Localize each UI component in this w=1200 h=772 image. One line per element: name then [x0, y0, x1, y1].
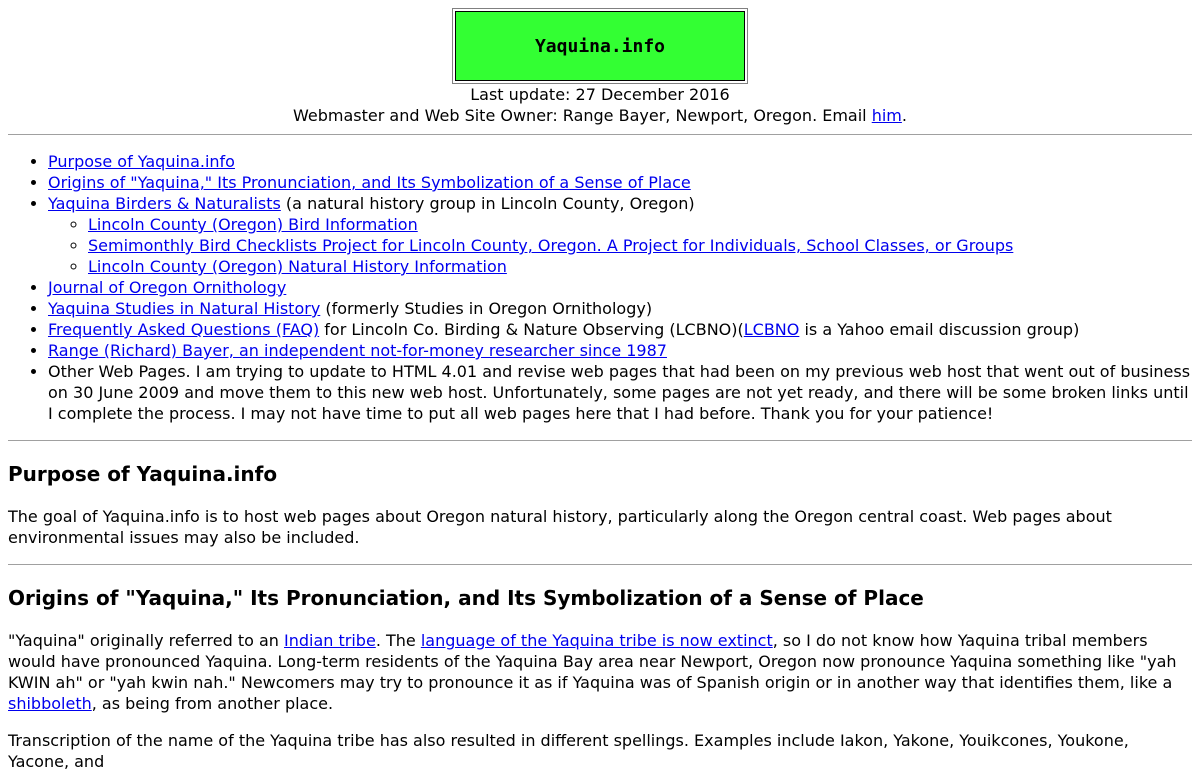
toc-link-bayer[interactable]: Range (Richard) Bayer, an independent not-for-money researcher since 1987	[48, 341, 667, 360]
toc-studies-desc: (formerly Studies in Oregon Ornithology)	[320, 299, 653, 318]
origins-heading: Origins of "Yaquina," Its Pronunciation, and Its Symbolization of a Sense of Place	[8, 586, 924, 610]
origins-p1-a: "Yaquina" originally referred to an	[8, 631, 285, 650]
toc-faq-desc-b: is a Yahoo email discussion group)	[799, 320, 1080, 339]
purpose-heading: Purpose of Yaquina.info	[8, 462, 278, 486]
table-of-contents	[8, 151, 1192, 424]
shibboleth-link[interactable]: shibboleth	[8, 694, 92, 713]
toc-link-journal[interactable]: Journal of Oregon Ornithology	[48, 278, 287, 297]
toc-link-lcbno[interactable]: LCBNO	[743, 320, 800, 339]
toc-link-studies[interactable]: Yaquina Studies in Natural History	[48, 299, 321, 318]
webmaster-suffix: .	[901, 106, 907, 125]
toc-link-origins[interactable]: Origins of "Yaquina," Its Pronunciation, and Its Symbolization of a Sense of Place	[48, 173, 691, 192]
divider-1	[8, 134, 1192, 135]
toc-link-purpose[interactable]: Purpose of Yaquina.info	[48, 152, 235, 171]
origins-paragraph-2: Transcription of the name of the Yaquina tribe has also resulted in different spellings. Examples include Iakon, Yakone, Youikcones, Youkone, Yacone, and	[8, 731, 1129, 771]
toc-sublist	[48, 214, 1192, 277]
toc-faq-desc-a: for Lincoln Co. Birding & Nature Observing (LCBNO)(	[319, 320, 744, 339]
origins-p1-c: , so I do not know how Yaquina tribal members would have pronounced Yaquina. Long-term residents of the Yaquina Bay area near Newport, Oregon now pronounce Yaquina something like "yah KWIN ah" or "yah kwin nah." Newcomers may try to pronounce it as if Yaquina was of Spanish origin or in another way that identifies them, like a	[8, 631, 1177, 692]
toc-subitem-checklists	[88, 235, 1192, 256]
toc-item-origins	[48, 172, 1192, 193]
divider-2	[8, 440, 1192, 441]
email-link[interactable]: him	[871, 106, 902, 125]
toc-item-studies	[48, 298, 1192, 319]
toc-link-bird-info[interactable]: Lincoln County (Oregon) Bird Information	[88, 215, 418, 234]
origins-p1-b: . The	[375, 631, 421, 650]
last-update: Last update: 27 December 2016	[470, 85, 730, 104]
toc-item-bayer	[48, 340, 1192, 361]
origins-paragraph-1	[8, 630, 1192, 714]
purpose-body: The goal of Yaquina.info is to host web pages about Oregon natural history, particularly along the Oregon central coast. Web pages about environmental issues may also be included.	[8, 507, 1112, 547]
toc-item-faq	[48, 319, 1192, 340]
origins-p1-d: , as being from another place.	[91, 694, 334, 713]
toc-subitem-bird-info	[88, 214, 1192, 235]
extinct-language-link[interactable]: language of the Yaquina tribe is now extinct	[420, 631, 773, 650]
toc-link-natural-history[interactable]: Lincoln County (Oregon) Natural History Information	[88, 257, 507, 276]
webmaster-line	[8, 105, 1192, 126]
toc-subitem-natural-history	[88, 256, 1192, 277]
toc-item-other	[48, 361, 1192, 424]
indian-tribe-link[interactable]: Indian tribe	[284, 631, 376, 650]
webmaster-text: Webmaster and Web Site Owner: Range Bayer, Newport, Oregon. Email	[293, 106, 872, 125]
logo-frame	[452, 8, 748, 84]
toc-item-purpose	[48, 151, 1192, 172]
toc-item-birders	[48, 193, 1192, 277]
toc-birders-desc: (a natural history group in Lincoln County, Oregon)	[280, 194, 695, 213]
toc-link-birders[interactable]: Yaquina Birders & Naturalists	[48, 194, 281, 213]
site-logo: Yaquina.info	[455, 11, 745, 81]
site-header	[8, 0, 1192, 126]
toc-item-journal	[48, 277, 1192, 298]
divider-3	[8, 564, 1192, 565]
toc-other-text: Other Web Pages. I am trying to update to HTML 4.01 and revise web pages that had been on my previous web host that went out of business on 30 June 2009 and move them to this new web host. Unfortunately, some pages are not yet ready, and there will be some broken links until I complete the process. I may not have time to put all web pages here that I had before. Thank you for your patience!	[48, 362, 1191, 423]
toc-link-faq[interactable]: Frequently Asked Questions (FAQ)	[48, 320, 320, 339]
toc-link-checklists[interactable]: Semimonthly Bird Checklists Project for Lincoln County, Oregon. A Project for Individuals, School Classes, or Groups	[88, 236, 1014, 255]
